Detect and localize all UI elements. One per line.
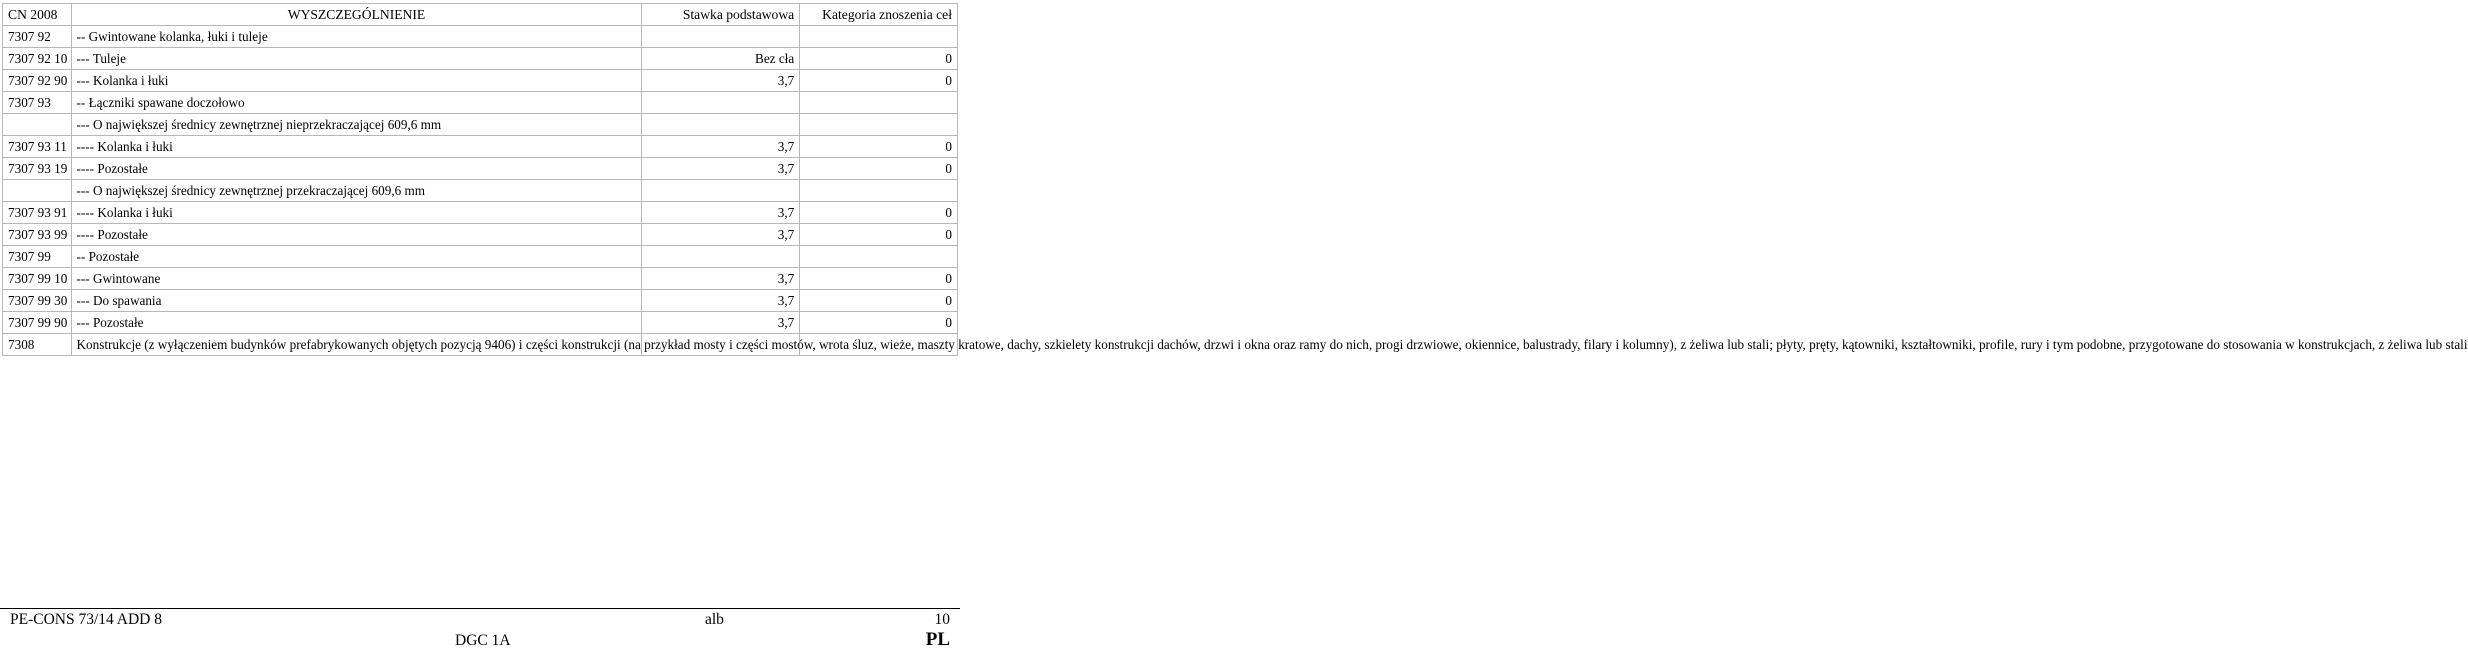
category-cell: 0 (800, 312, 958, 334)
rate-cell: 3,7 (642, 136, 800, 158)
rate-cell: 3,7 (642, 158, 800, 180)
category-cell (800, 92, 958, 114)
rate-cell: 3,7 (642, 70, 800, 92)
rate-cell: 3,7 (642, 224, 800, 246)
language-code: PL (925, 629, 950, 650)
rate-cell (642, 180, 800, 202)
rate-cell: 3,7 (642, 290, 800, 312)
description-cell: ---- Kolanka i łuki (71, 136, 642, 158)
cn-code-cell (3, 180, 72, 202)
category-cell (800, 26, 958, 48)
category-cell (800, 114, 958, 136)
description-cell: -- Gwintowane kolanka, łuki i tuleje (71, 26, 642, 48)
rate-cell: 3,7 (642, 312, 800, 334)
cn-code-cell: 7307 93 (3, 92, 72, 114)
table-header-row (3, 4, 958, 26)
table-row (3, 290, 958, 312)
cn-code-cell: 7307 99 10 (3, 268, 72, 290)
table-row (3, 136, 958, 158)
page-number: 10 (934, 611, 950, 628)
description-cell: -- Pozostałe (71, 246, 642, 268)
category-cell: 0 (800, 70, 958, 92)
description-cell: ---- Pozostałe (71, 158, 642, 180)
description-cell: --- O największej średnicy zewnętrznej przekraczającej 609,6 mm (71, 180, 642, 202)
header-base-rate: Stawka podstawowa (642, 4, 800, 26)
description-cell: --- O największej średnicy zewnętrznej nieprzekraczającej 609,6 mm (71, 114, 642, 136)
description-cell: --- Do spawania (71, 290, 642, 312)
description-cell: --- Kolanka i łuki (71, 70, 642, 92)
description-cell: Konstrukcje (z wyłączeniem budynków prefabrykowanych objętych pozycją 9406) i części konstrukcji (na przykład mosty i części mostów, wrota śluz, wieże, maszty kratowe, dachy, szkielety konstrukcji dachów, drzwi i okna oraz ramy do nich, progi drzwiowe, okiennice, balustrady, filary i kolumny), z żeliwa lub stali; płyty, pręty, kątowniki, kształtowniki, profile, rury i tym podobne, przygotowane do stosowania w konstrukcjach, z żeliwa lub stali (71, 334, 642, 356)
rate-cell (642, 92, 800, 114)
table-row (3, 268, 958, 290)
cn-code-cell: 7307 93 99 (3, 224, 72, 246)
table-row (3, 92, 958, 114)
author-initials: alb (705, 611, 724, 628)
description-cell: -- Łączniki spawane doczołowo (71, 92, 642, 114)
table-row (3, 202, 958, 224)
rate-cell: Bez cła (642, 48, 800, 70)
cn-code-cell: 7307 93 11 (3, 136, 72, 158)
category-cell (800, 180, 958, 202)
rate-cell: 3,7 (642, 202, 800, 224)
header-cn-code: CN 2008 (3, 4, 72, 26)
table-row (3, 334, 958, 356)
table-row (3, 158, 958, 180)
rate-cell (642, 246, 800, 268)
header-staging-category: Kategoria znoszenia ceł (800, 4, 958, 26)
cn-code-cell: 7308 (3, 334, 72, 356)
cn-code-cell: 7307 92 90 (3, 70, 72, 92)
cn-code-cell: 7307 92 10 (3, 48, 72, 70)
table-row (3, 180, 958, 202)
category-cell: 0 (800, 48, 958, 70)
page-footer (0, 608, 960, 650)
table-row (3, 26, 958, 48)
category-cell: 0 (800, 158, 958, 180)
category-cell: 0 (800, 268, 958, 290)
rate-cell (642, 114, 800, 136)
table-row (3, 114, 958, 136)
rate-cell: 3,7 (642, 268, 800, 290)
category-cell: 0 (800, 136, 958, 158)
description-cell: ---- Pozostałe (71, 224, 642, 246)
cn-code-cell (3, 114, 72, 136)
header-description: WYSZCZEGÓLNIENIE (71, 4, 642, 26)
table-row (3, 246, 958, 268)
description-cell: ---- Kolanka i łuki (71, 202, 642, 224)
cn-code-cell: 7307 99 (3, 246, 72, 268)
table-row (3, 48, 958, 70)
description-cell: --- Gwintowane (71, 268, 642, 290)
category-cell: 0 (800, 290, 958, 312)
cn-code-cell: 7307 93 91 (3, 202, 72, 224)
category-cell (800, 246, 958, 268)
cn-code-cell: 7307 92 (3, 26, 72, 48)
table-row (3, 224, 958, 246)
description-cell: --- Pozostałe (71, 312, 642, 334)
document-reference: PE-CONS 73/14 ADD 8 (10, 611, 163, 628)
category-cell: 0 (800, 224, 958, 246)
category-cell: 0 (800, 202, 958, 224)
cn-code-cell: 7307 93 19 (3, 158, 72, 180)
cn-code-cell: 7307 99 30 (3, 290, 72, 312)
table-row (3, 70, 958, 92)
rate-cell (642, 26, 800, 48)
tariff-table (2, 3, 2468, 356)
cn-code-cell: 7307 99 90 (3, 312, 72, 334)
description-cell: --- Tuleje (71, 48, 642, 70)
table-row (3, 312, 958, 334)
directorate-code: DGC 1A (455, 632, 511, 649)
